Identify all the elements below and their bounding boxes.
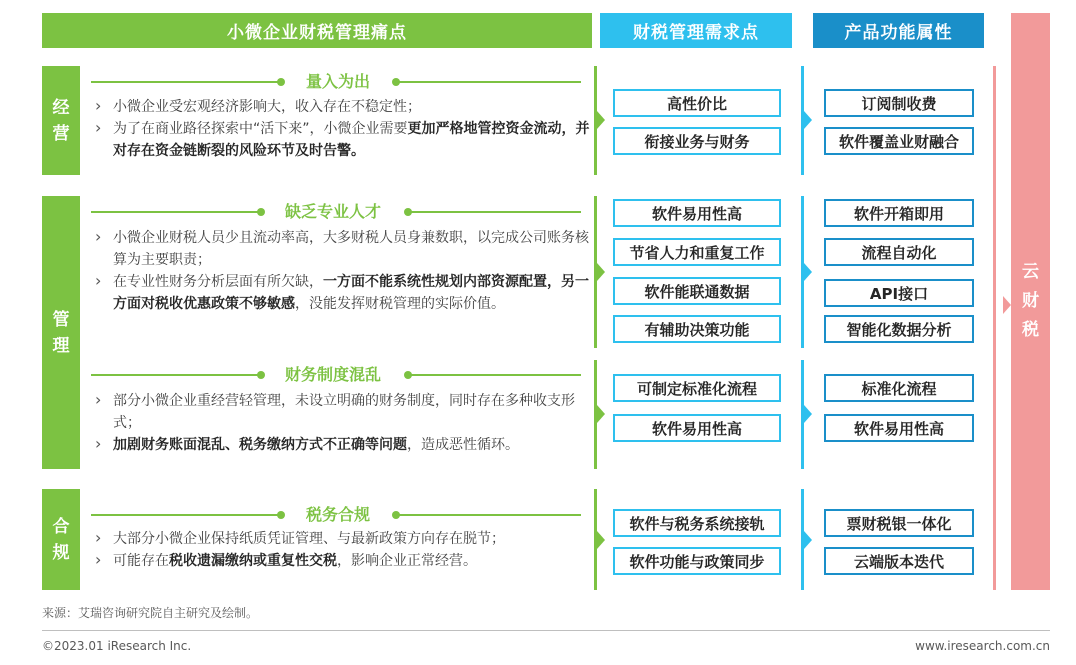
section-label-operation bbox=[42, 66, 80, 175]
bullet-item bbox=[91, 528, 591, 550]
section-label-char: 经 bbox=[52, 97, 70, 118]
bullet-emphasis: 加剧财务账面混乱、税务缴纳方式不正确等问题 bbox=[113, 437, 407, 453]
product-feature-box: 软件易用性高 bbox=[824, 414, 974, 442]
product-feature-box: 票财税银一体化 bbox=[824, 509, 974, 537]
bullet-item bbox=[91, 434, 591, 456]
bullet-text: ，影响企业正常经营。 bbox=[337, 553, 477, 569]
demand-box: 节省人力和重复工作 bbox=[613, 238, 781, 266]
section-label-char: 营 bbox=[52, 123, 70, 144]
demand-box: 高性价比 bbox=[613, 89, 781, 117]
arrow-right-icon bbox=[597, 531, 605, 549]
topic-rule-right bbox=[398, 514, 581, 516]
product-feature-box: 流程自动化 bbox=[824, 238, 974, 266]
topic-rule-right bbox=[398, 81, 581, 83]
bullet-item bbox=[91, 271, 591, 315]
demand-box: 衔接业务与财务 bbox=[613, 127, 781, 155]
topic-rule-left bbox=[91, 211, 261, 213]
topic-bullets bbox=[91, 96, 591, 162]
arrow-right-icon bbox=[597, 263, 605, 281]
bullet-text: 在专业性财务分析层面有所欠缺， bbox=[113, 274, 323, 290]
topic-title: 缺乏专业人才 bbox=[284, 202, 381, 221]
bullet-text: 为了在商业路径探索中“活下来”，小微企业需要 bbox=[113, 121, 408, 137]
bullet-item bbox=[91, 390, 591, 434]
topic-rule-left bbox=[91, 81, 281, 83]
topic-rule-left bbox=[91, 514, 281, 516]
cloud-char: 云 bbox=[1022, 262, 1039, 282]
demand-points-header: 财税管理需求点 bbox=[600, 13, 792, 48]
section-label-char: 管 bbox=[52, 309, 70, 330]
bullet-text: 小微企业财税人员少且流动率高，大多财税人员身兼数职，以完成公司账务核算为主要职责； bbox=[113, 230, 589, 268]
bullet-item bbox=[91, 550, 591, 572]
section-label-char: 规 bbox=[52, 542, 70, 563]
section-label-compliance bbox=[42, 489, 80, 590]
topic-rule-right bbox=[410, 374, 581, 376]
topic-title: 税务合规 bbox=[305, 505, 370, 524]
bullet-emphasis: 税收遗漏缴纳或重复性交税 bbox=[169, 553, 337, 569]
bullet-item bbox=[91, 227, 591, 271]
arrow-right-icon bbox=[804, 531, 812, 549]
topic-rule-left bbox=[91, 374, 261, 376]
source-note: 来源：艾瑞咨询研究院自主研究及绘制。 bbox=[42, 606, 259, 620]
demand-box: 软件功能与政策同步 bbox=[613, 547, 781, 575]
arrow-right-icon bbox=[804, 111, 812, 129]
cloud-char: 税 bbox=[1022, 320, 1039, 340]
topic-rule-right bbox=[410, 211, 581, 213]
bullet-text: 可能存在 bbox=[113, 553, 169, 569]
arrow-right-icon bbox=[1003, 296, 1011, 314]
topic-bullets bbox=[91, 227, 591, 315]
topic-title: 量入为出 bbox=[305, 72, 370, 91]
arrow-right-icon bbox=[804, 263, 812, 281]
bullet-text: 小微企业受宏观经济影响大，收入存在不稳定性； bbox=[113, 99, 421, 115]
product-feature-box: API接口 bbox=[824, 279, 974, 307]
demand-box: 软件与税务系统接轨 bbox=[613, 509, 781, 537]
cloud-connector-line bbox=[993, 66, 996, 590]
arrow-right-icon bbox=[597, 111, 605, 129]
bullet-text: ，造成恶性循环。 bbox=[407, 437, 519, 453]
product-feature-box: 云端版本迭代 bbox=[824, 547, 974, 575]
product-feature-box: 订阅制收费 bbox=[824, 89, 974, 117]
section-label-management bbox=[42, 196, 80, 469]
product-features-header: 产品功能属性 bbox=[813, 13, 984, 48]
demand-box: 软件能联通数据 bbox=[613, 277, 781, 305]
bullet-emphasis: 一方面不能系统性规划内部资源配置，另一方面对税收优惠政策不够敏感 bbox=[113, 274, 589, 312]
product-feature-box: 智能化数据分析 bbox=[824, 315, 974, 343]
demand-box: 可制定标准化流程 bbox=[613, 374, 781, 402]
product-feature-box: 标准化流程 bbox=[824, 374, 974, 402]
cloud-char: 财 bbox=[1022, 291, 1039, 311]
topic-bullets bbox=[91, 390, 591, 456]
bullet-emphasis: 更加严格地管控资金流动，并对存在资金链断裂的风险环节及时告警。 bbox=[113, 121, 590, 159]
bullet-item bbox=[91, 118, 591, 162]
copyright: ©2023.01 iResearch Inc. bbox=[42, 639, 192, 653]
arrow-right-icon bbox=[597, 405, 605, 423]
bullet-text: ，没能发挥财税管理的实际价值。 bbox=[295, 296, 505, 312]
section-label-char: 合 bbox=[52, 516, 70, 537]
arrow-right-icon bbox=[804, 405, 812, 423]
cloud-finance-tax-bar bbox=[1011, 13, 1050, 590]
demand-box: 软件易用性高 bbox=[613, 199, 781, 227]
bullet-text: 部分小微企业重经营轻管理，未设立明确的财务制度，同时存在多种收支形式； bbox=[113, 393, 575, 431]
topic-title: 财务制度混乱 bbox=[284, 365, 381, 384]
demand-box: 有辅助决策功能 bbox=[613, 315, 781, 343]
demand-box: 软件易用性高 bbox=[613, 414, 781, 442]
product-feature-box: 软件覆盖业财融合 bbox=[824, 127, 974, 155]
bullet-text: 大部分小微企业保持纸质凭证管理、与最新政策方向存在脱节； bbox=[113, 531, 505, 547]
section-label-char: 理 bbox=[52, 335, 70, 356]
topic-bullets bbox=[91, 528, 591, 572]
product-feature-box: 软件开箱即用 bbox=[824, 199, 974, 227]
pain-points-header: 小微企业财税管理痛点 bbox=[42, 13, 592, 48]
bullet-item bbox=[91, 96, 591, 118]
website-link[interactable]: www.iresearch.com.cn bbox=[915, 639, 1050, 653]
footer-divider bbox=[42, 630, 1050, 631]
